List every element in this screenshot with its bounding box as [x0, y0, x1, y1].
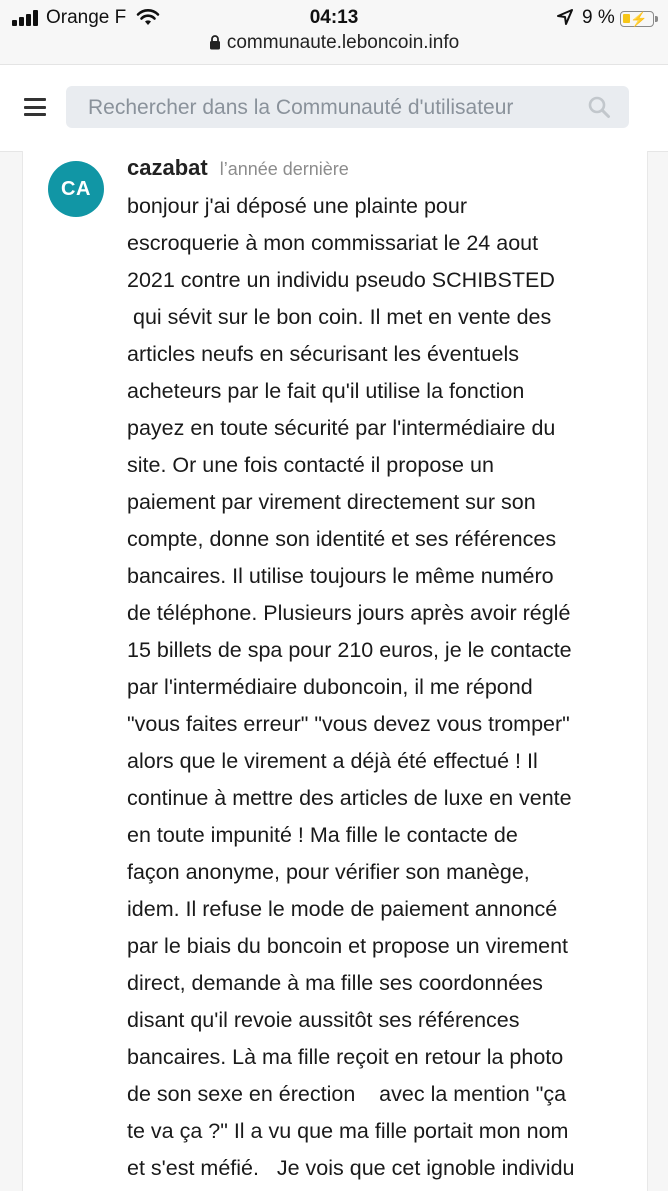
location-icon — [557, 9, 573, 25]
carrier-name: Orange F — [46, 7, 127, 28]
lock-icon — [209, 35, 221, 50]
post-body: bonjour j'ai déposé une plainte pour escroquerie à mon commissariat le 24 aout 2021 contre un individu pseudo SCHIBSTED qui sévit sur le bon coin. Il met en vente des articles neufs en sécurisant les éventuels acheteurs par le fait qu'il utilise la fonction payez en toute sécurité par l'intermédiaire du site. Or une fois contacté il propose un paiement par virement directement sur son compte, donne son identité et ses références bancaires. Il utilise toujours le même numéro de téléphone. Plusieurs jours après avoir réglé 15 billets de spa pour 210 euros, je le contacte par l'intermédiaire duboncoin, il me répond "vous faites erreur" "vous devez vous tromper" alors que le virement a déjà été effectué ! Il continue à mettre des articles de luxe en vente en toute impunité ! Ma fille le contacte de façon anonyme, pour vérifier son manège, idem. Il refuse le mode de paiement annoncé par le biais du boncoin et propose un virement direct, demande à ma fille ses coordonnées disant qu'il revoie aussitôt ses références bancaires. Là ma fille reçoit en retour la photo de son sexe en érection avec la mention "ça te va ça ?" Il a vu que ma fille portait mon nom et s'est méfié. Je vois que cet ignoble individu — [127, 194, 575, 1180]
url-bar[interactable] — [0, 32, 668, 58]
status-bar — [0, 0, 668, 64]
menu-icon[interactable] — [24, 98, 46, 116]
battery-icon: ⚡ — [620, 11, 654, 27]
clock: 04:13 — [309, 7, 359, 28]
search-box — [66, 86, 629, 128]
avatar[interactable]: CA — [48, 161, 104, 217]
post-meta — [127, 155, 349, 185]
author-name[interactable]: cazabat — [127, 155, 208, 180]
search-input[interactable] — [86, 86, 580, 130]
post-card — [22, 151, 648, 1191]
app-header — [0, 64, 668, 152]
search-icon[interactable] — [587, 95, 611, 119]
url-text: communaute.leboncoin.info — [226, 32, 460, 53]
post-date: l’année dernière — [219, 159, 349, 179]
battery-tip — [655, 16, 658, 22]
battery-percentage: 9 % — [582, 7, 615, 28]
